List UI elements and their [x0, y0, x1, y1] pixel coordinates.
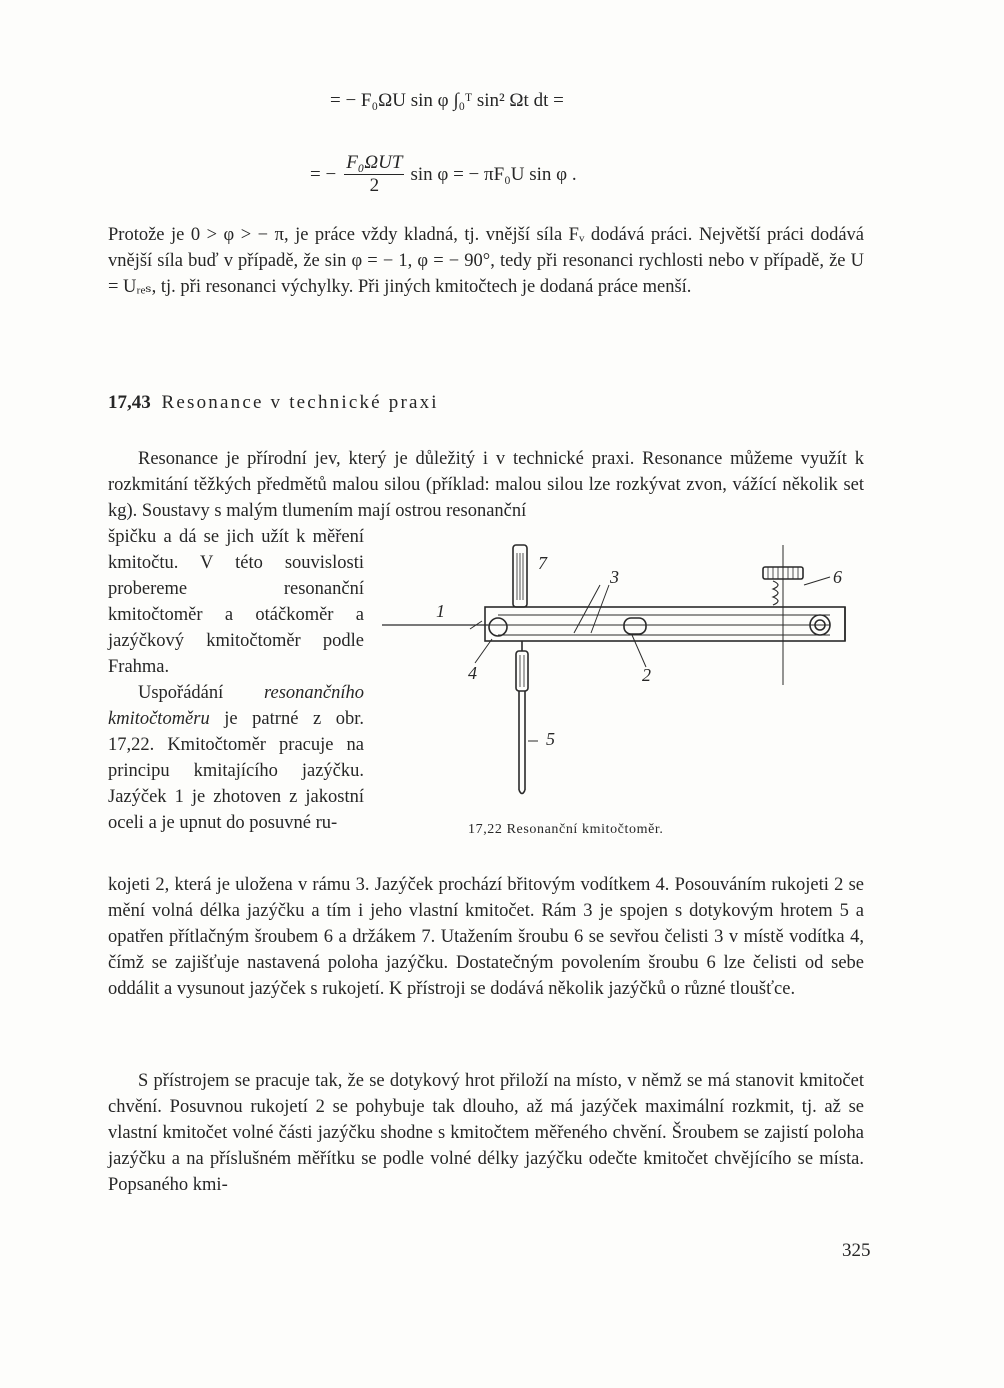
figure-resonance-meter	[370, 535, 860, 805]
intro-paragraph	[108, 222, 864, 300]
section-number: 17,43	[108, 392, 151, 413]
equation-line-2	[310, 152, 577, 197]
section-title: Resonance v technické praxi	[161, 392, 439, 413]
narrow-text-2-lead: Uspořádání	[138, 683, 264, 703]
continuation-paragraph-text: kojeti 2, která je uložena v rámu 3. Jazýček prochází břitovým vodítkem 4. Posouváním rukojeti 2 se mění volná délka jazýčku a tím i jeho vlastní kmitočet. Rám 3 je spojen s dotykovým hrotem 5 a opatřen přítlačným šroubem 6 a držákem 7. Utažením šroubu 6 se sevřou čelisti 3 v místě vodítka 4, čímž se zajišťuje nastavená poloha jazýčku. Dostatečným povolením šroubu 6 lze čelisti od sebe oddálit a vysunout jazýček s rukojetí. K přístroji se dodává několik jazýčků o různé tloušťce.	[108, 875, 864, 999]
equation-fraction	[344, 152, 404, 197]
narrow-text-column	[108, 524, 364, 836]
equation-line-1-text: = − F₀ΩU sin φ ∫₀ᵀ sin² Ωt dt =	[330, 90, 564, 111]
page-number: 325	[842, 1240, 871, 1261]
fraction-numerator: F₀ΩUT	[346, 152, 403, 173]
last-paragraph-text: S přístrojem se pracuje tak, že se dotykový hrot přiloží na místo, v němž se má stanovit kmitočet chvění. Posuvnou rukojetí 2 se pohybuje tak dlouho, až má jazýček maximální rozkmit, tj. až se vlastní kmitočet volné části jazýčku shodne s kmitočtem měřeného chvění. Šroubem se zajistí poloha jazýčku a na příslušném měřítku se podle volné délky jazýčku odečte kmitočet chvějícího se místa. Popsaného kmi-	[108, 1071, 864, 1195]
continuation-paragraph	[108, 872, 864, 1002]
last-paragraph	[108, 1068, 864, 1198]
figure-label-6: 6	[833, 567, 842, 587]
figure-caption: 17,22 Resonanční kmitočtoměr.	[468, 822, 664, 837]
fraction-denominator: 2	[369, 175, 380, 196]
narrow-text-2-rest: je patrné z obr. 17,22. Kmitočtoměr pracuje na principu kmitajícího jazýčku. Jazýček 1 je zhotoven z jakostní oceli a je upnut do posuvné ru-	[108, 709, 364, 833]
equation-line-2-tail: sin φ = − πF₀U sin φ .	[410, 163, 577, 185]
figure-label-5: 5	[546, 729, 555, 749]
narrow-text-1: špičku a dá se jich užít k měření kmitočtu. V této souvislosti probereme resonanční kmitočtoměr a otáčkoměr a jazýčkový kmitočtoměr podle Frahma.	[108, 527, 364, 677]
intro-paragraph-text: Protože je 0 > φ > − π, je práce vždy kladná, tj. vnější síla Fᵥ dodává práci. Největší práci dodává vnější síla buď v případě, že sin φ = − 1, φ = − 90°, tedy při resonanci rychlosti nebo v případě, že U = Uᵣₑₛ, tj. při resonanci výchylky. Při jiných kmitočtech je dodaná práce menší.	[108, 225, 864, 297]
narrow-text-2	[108, 680, 364, 836]
section-heading	[108, 392, 439, 414]
resonance-paragraph-text: Resonance je přírodní jev, který je důležitý i v technické praxi. Resonance můžeme využít k rozkmitání těžkých předmětů malou silou (příklad: malou silou lze rozkývat zvon, vážící několik set kg). Soustavy s malým tlumením mají ostrou resonanční	[108, 449, 864, 521]
figure-label-3: 3	[610, 567, 619, 587]
figure-label-7: 7	[538, 553, 547, 573]
figure-label-1: 1	[436, 601, 445, 621]
resonance-paragraph	[108, 446, 864, 524]
equation-line-2-lead: = −	[310, 163, 337, 185]
figure-label-4: 4	[468, 663, 477, 683]
equation-line-1	[330, 90, 564, 112]
figure-label-2: 2	[642, 665, 651, 685]
narrow-text-2-italic: resonančního kmitočtoměru	[108, 683, 364, 729]
